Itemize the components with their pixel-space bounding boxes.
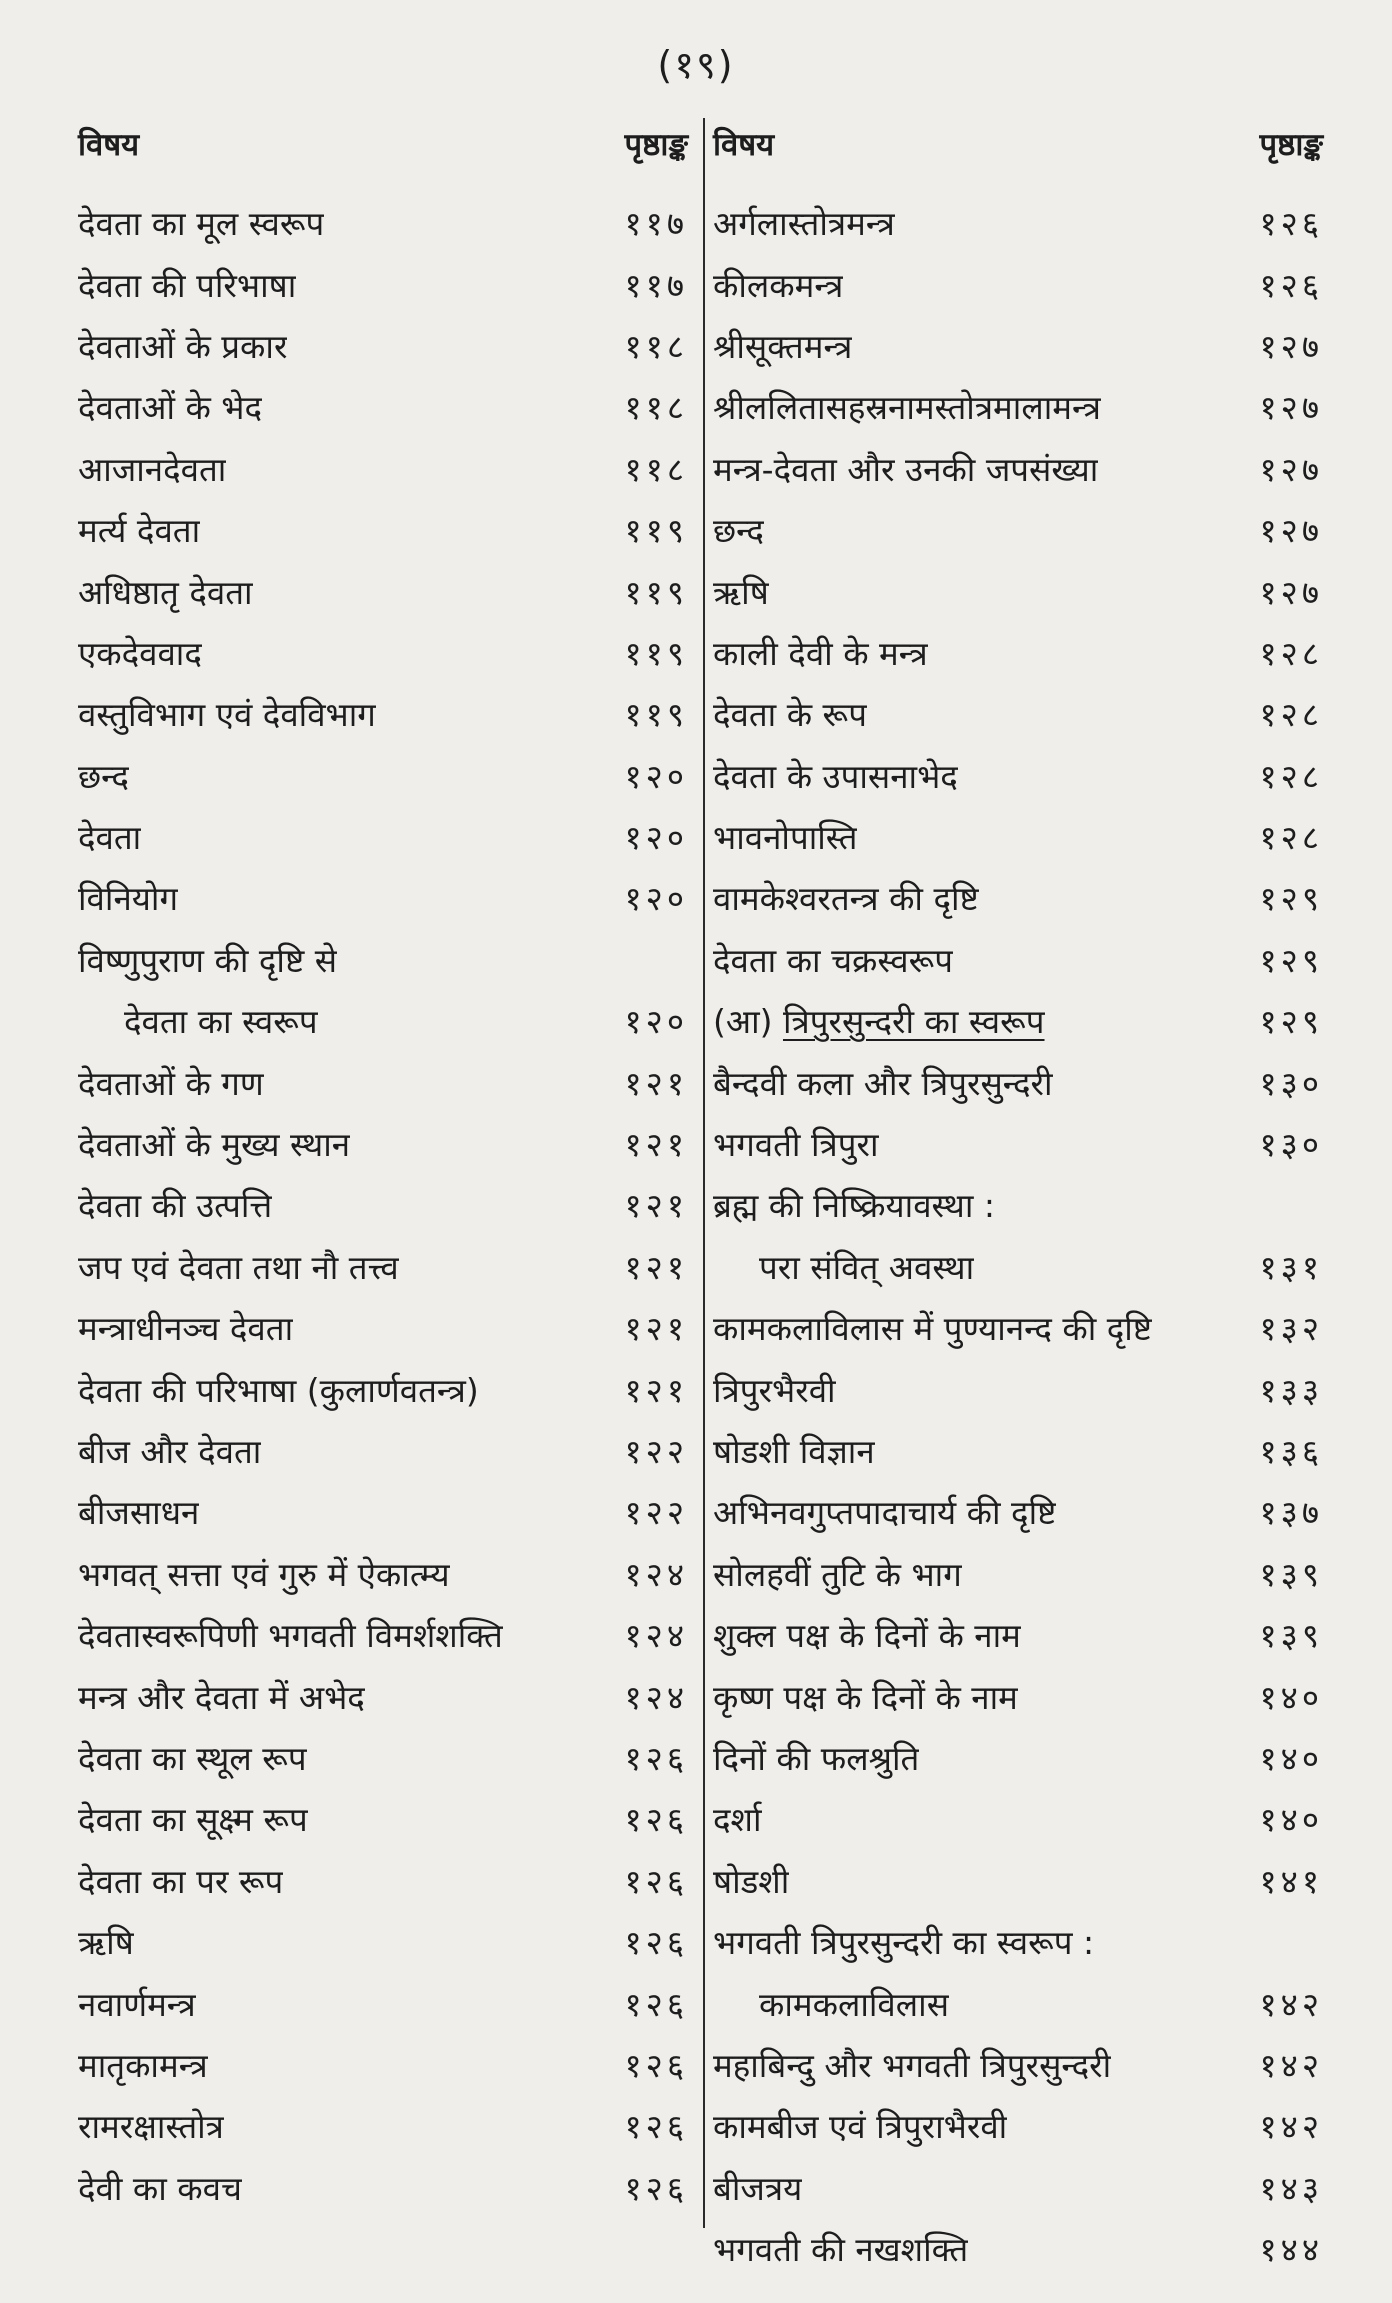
toc-entry: एकदेववाद ११९ — [78, 633, 688, 673]
toc-entry: षोडशी विज्ञान १३६ — [713, 1432, 1323, 1471]
toc-entry: देवताओं के गण १२१ — [78, 1063, 688, 1103]
toc-entry: आजानदेवता ११८ — [78, 449, 688, 489]
toc-entry: अभिनवगुप्तपादाचार्य की दृष्टि १३७ — [713, 1493, 1323, 1533]
toc-entries — [78, 192, 688, 2218]
toc-entry: छन्द १२७ — [713, 511, 1323, 551]
toc-entry: देवता का चक्रस्वरूप १२९ — [713, 940, 1323, 980]
toc-entry: विष्णुपुराण की दृष्टि से — [78, 940, 338, 980]
toc-entry: भगवती त्रिपुरा १३० — [713, 1125, 1323, 1165]
toc-entry: दिनों की फलश्रुति १४० — [713, 1738, 1323, 1778]
toc-entry: देवता का सूक्ष्म रूप १२६ — [78, 1800, 688, 1840]
toc-right-column — [713, 118, 1323, 2279]
subject-heading: विषय — [713, 127, 775, 163]
toc-entry: ब्रह्म की निष्क्रियावस्था : — [713, 1186, 995, 1226]
toc-entry: सोलहवीं तुटि के भाग १३९ — [713, 1554, 1323, 1594]
page-heading: पृष्ठाङ्क — [1259, 127, 1323, 163]
subject-heading: विषय — [78, 127, 140, 163]
page-number: (१९) — [657, 43, 735, 87]
entry-prefix: (आ) — [713, 1002, 773, 1042]
toc-entry: ऋषि १२७ — [713, 572, 1323, 612]
toc-entry: परा संवित् अवस्था १३१ — [759, 1247, 1323, 1287]
toc-left-column — [78, 118, 688, 2218]
toc-entry: कामबीज एवं त्रिपुराभैरवी १४२ — [713, 2107, 1323, 2147]
toc-entry: वस्तुविभाग एवं देवविभाग ११९ — [78, 695, 688, 735]
toc-entry: भगवती त्रिपुरसुन्दरी का स्वरूप : — [713, 1923, 1095, 1963]
toc-entry: कृष्ण पक्ष के दिनों के नाम १४० — [713, 1677, 1323, 1717]
toc-entry: देवता की परिभाषा ११७ — [78, 265, 688, 305]
toc-entry: बीजसाधन १२२ — [78, 1493, 688, 1533]
toc-entry: काली देवी के मन्त्र १२८ — [713, 633, 1323, 673]
toc-entry: देवता का मूल स्वरूप ११७ — [78, 204, 688, 244]
toc-entry: महाबिन्दु और भगवती त्रिपुरसुन्दरी १४२ — [713, 2045, 1323, 2085]
toc-entry: मन्त्राधीनञ्च देवता १२१ — [78, 1309, 688, 1349]
toc-entry: देवता का स्थूल रूप १२६ — [78, 1738, 688, 1778]
toc-entry: दर्शा १४० — [713, 1800, 1323, 1840]
toc-entries — [713, 192, 1323, 2279]
toc-entry: शुक्ल पक्ष के दिनों के नाम १३९ — [713, 1616, 1323, 1656]
toc-entry: देवी का कवच १२६ — [78, 2168, 688, 2208]
toc-entry: बीज और देवता १२२ — [78, 1432, 688, 1471]
toc-entry: देवताओं के प्रकार ११८ — [78, 326, 688, 366]
toc-entry: त्रिपुरभैरवी १३३ — [713, 1370, 1323, 1410]
toc-entry: भगवती की नखशक्ति १४४ — [713, 2230, 1323, 2270]
toc-entry: कीलकमन्त्र १२६ — [713, 265, 1323, 305]
toc-entry: देवता का पर रूप १२६ — [78, 1861, 688, 1901]
toc-entry: कामकलाविलास १४२ — [759, 1984, 1323, 2024]
toc-entry: मन्त्र-देवता और उनकी जपसंख्या १२७ — [713, 449, 1323, 489]
toc-entry: अर्गलास्तोत्रमन्त्र १२६ — [713, 204, 1323, 244]
toc-entry: विनियोग १२० — [78, 879, 688, 919]
page-heading: पृष्ठाङ्क — [624, 127, 688, 163]
toc-entry: देवता का स्वरूप १२० — [124, 1002, 688, 1042]
underlined-title: त्रिपुरसुन्दरी का स्वरूप — [782, 1002, 1045, 1042]
toc-entry: श्रीसूक्तमन्त्र १२७ — [713, 326, 1323, 366]
toc-entry: नवार्णमन्त्र १२६ — [78, 1984, 688, 2024]
toc-entry: देवता की परिभाषा (कुलार्णवतन्त्र) १२१ — [78, 1370, 688, 1410]
toc-entry: वामकेश्वरतन्त्र की दृष्टि १२९ — [713, 879, 1323, 919]
toc-entry: जप एवं देवता तथा नौ तत्त्व १२१ — [78, 1247, 688, 1287]
toc-entry: अधिष्ठातृ देवता ११९ — [78, 572, 688, 612]
toc-entry: देवता की उत्पत्ति १२१ — [78, 1186, 688, 1226]
toc-entry: देवतास्वरूपिणी भगवती विमर्शशक्ति १२४ — [78, 1616, 688, 1656]
toc-entry: देवता के रूप १२८ — [713, 695, 1323, 735]
toc-entry: भगवत् सत्ता एवं गुरु में ऐकात्म्य १२४ — [78, 1554, 688, 1594]
toc-entry: रामरक्षास्तोत्र १२६ — [78, 2107, 688, 2147]
toc-entry: बैन्दवी कला और त्रिपुरसुन्दरी १३० — [713, 1063, 1323, 1103]
toc-entry: देवता के उपासनाभेद १२८ — [713, 756, 1323, 796]
toc-entry: देवताओं के मुख्य स्थान १२१ — [78, 1125, 688, 1165]
toc-entry: देवता १२० — [78, 818, 688, 858]
toc-entry: (आ) त्रिपुरसुन्दरी का स्वरूप १२९ — [713, 1002, 1323, 1042]
toc-entry: मातृकामन्त्र १२६ — [78, 2045, 688, 2085]
toc-entry: देवताओं के भेद ११८ — [78, 388, 688, 428]
toc-entry: मर्त्य देवता ११९ — [78, 511, 688, 551]
column-divider — [703, 118, 705, 2228]
toc-entry: मन्त्र और देवता में अभेद १२४ — [78, 1677, 688, 1717]
toc-entry: श्रीललितासहस्रनामस्तोत्रमालामन्त्र १२७ — [713, 388, 1323, 428]
toc-entry: कामकलाविलास में पुण्यानन्द की दृष्टि १३२ — [713, 1309, 1323, 1349]
toc-entry: छन्द १२० — [78, 756, 688, 796]
toc-entry: भावनोपास्ति १२८ — [713, 818, 1323, 858]
toc-entry: बीजत्रय १४३ — [713, 2168, 1323, 2208]
toc-entry: षोडशी १४१ — [713, 1861, 1323, 1901]
toc-header — [78, 118, 688, 170]
toc-header — [713, 118, 1323, 170]
toc-entry: ऋषि १२६ — [78, 1923, 688, 1963]
